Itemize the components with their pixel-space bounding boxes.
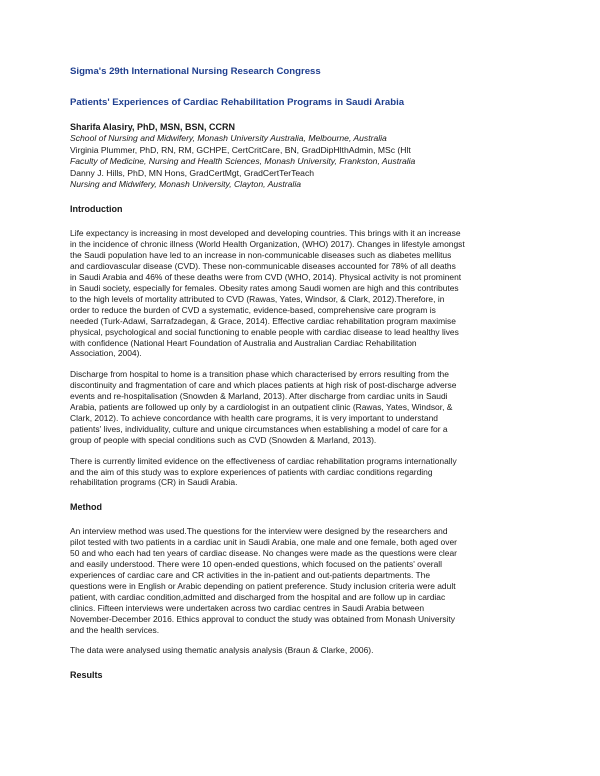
text-line: questions were in English or Arabic depending on patient preference. Study inclusion criteria were adult	[70, 580, 456, 591]
text-line: clinics. Fifteen interviews were undertaken across two cardiac centres in Saudi Arabia between	[70, 602, 425, 613]
introduction-paragraph-1	[70, 228, 532, 359]
author-affiliation: School of Nursing and Midwifery, Monash University Australia, Melbourne, Australia	[70, 133, 387, 144]
author-affiliation: Nursing and Midwifery, Monash University, Clayton, Australia	[70, 179, 302, 190]
text-line: Discharge from hospital to home is a transition phase which characterised by errors resulting from the	[70, 369, 449, 380]
text-line: 50 and who each had ten years of cardiac disease. No changes were made as the questions were clear	[70, 548, 457, 559]
text-line: and the aim of this study was to explore experiences of patients with cardiac conditions regarding	[70, 466, 433, 477]
text-line: discontinuity and fragmentation of care and which places patients at high risk of post-discharge adverse	[70, 380, 457, 391]
author-affiliation: Faculty of Medicine, Nursing and Health Sciences, Monash University, Frankston, Australia	[70, 156, 416, 167]
text-line: in Saudi Arabia and 46% of these deaths were from CVD (WHO, 2014). Physical activity is not prominent	[70, 272, 462, 283]
text-line: experiences of cardiac care and CR activities in the in-patient and out-patients departments. The	[70, 570, 431, 580]
text-line: pilot tested with two patients in a cardiac unit in Saudi Arabia, one male and one female, both aged over	[70, 537, 457, 548]
text-line: group of people with special conditions such as CVD (Snowden & Marland, 2013).	[70, 434, 377, 445]
text-line: rehabilitation programs (CR) in Saudi Arabia.	[70, 477, 238, 488]
text-line: Arabia, patients are followed up only by a cardiologist in an outpatient clinic (Rawas, Yates, Windsor, &	[70, 402, 453, 413]
text-line: Association, 2004).	[70, 348, 142, 359]
text-line: needed (Turk-Adawi, Sarrafzadegan, & Grace, 2014). Effective cardiac rehabilitation program maximise	[70, 315, 456, 326]
paper-title: Patients' Experiences of Cardiac Rehabilitation Programs in Saudi Arabia	[70, 97, 405, 108]
congress-title: Sigma's 29th International Nursing Research Congress	[70, 66, 321, 77]
text-line: the Saudi population have led to an increase in non-communicable diseases such as diabetes mellitus	[70, 250, 452, 261]
text-line: November-December 2016. Ethics approval to conduct the study was obtained from Monash University	[70, 613, 456, 624]
text-line: in Saudi society, especially for females. Obesity rates among Saudi women are high and this contributes	[70, 282, 459, 293]
text-line: with confidence (National Heart Foundation of Australia and Australian Cardiac Rehabilitation	[70, 337, 417, 348]
text-line: Life expectancy is increasing in most developed and developing countries. This brings with it an increase	[70, 228, 461, 239]
text-line: Clark, 2012). To achieve concordance with health care programs, it is very important to understand	[70, 412, 438, 423]
author-block	[70, 122, 532, 190]
section-heading-introduction: Introduction	[70, 204, 123, 215]
section-heading-method: Method	[70, 502, 102, 513]
text-line: events and re-hospitalisation (Snowden & Marland, 2013). After discharge from cardiac units in Saudi	[70, 391, 448, 402]
text-line: order to reduce the burden of CVD a systematic, evidence-based, comprehensive care program is	[70, 304, 436, 315]
text-line: to the high levels of mortality attributed to CVD (Rawas, Yates, Windsor, & Clark, 2012).Therefore, in	[70, 293, 445, 304]
section-heading-results: Results	[70, 670, 103, 681]
text-line: physical, psychological and social functioning to enable people with cardiac disease to lead healthy lives	[70, 326, 459, 337]
text-line: An interview method was used.The questions for the interview were designed by the researchers and	[70, 526, 448, 537]
introduction-paragraph-2	[70, 369, 532, 445]
text-line: and cardiovascular disease (CVD). These non-communicable diseases accounted for 78% of all deaths	[70, 261, 456, 272]
document-page	[70, 66, 532, 694]
text-line: and the health services.	[70, 624, 160, 635]
text-line: patient, with cardiac condition,admitted and discharged from the hospital and are follow up in cardiac	[70, 591, 446, 602]
author-name: Virginia Plummer, PhD, RN, RM, GCHPE, CertCritCare, BN, GradDipHlthAdmin, MSc (Hlt	[70, 144, 411, 155]
author-name: Sharifa Alasiry, PhD, MSN, BSN, CCRN	[70, 122, 236, 132]
text-line: The data were analysed using thematic analysis analysis (Braun & Clarke, 2006).	[70, 645, 374, 656]
method-paragraph-1	[70, 526, 532, 635]
introduction-paragraph-3	[70, 456, 532, 489]
author-name: Danny J. Hills, PhD, MN Hons, GradCertMgt, GradCertTerTeach	[70, 167, 315, 178]
method-paragraph-2	[70, 645, 532, 656]
text-line: in the incidence of chronic illness (World Health Organization, (WHO) 2017). Changes in lifestyle amongst	[70, 239, 465, 250]
text-line: and easily understood. There were 10 open-ended questions, which focused on the patients' overall	[70, 559, 443, 570]
text-line: There is currently limited evidence on the effectiveness of cardiac rehabilitation programs internationally	[70, 455, 457, 466]
text-line: patients' lives, individuality, culture and unique circumstances when establishing a model of care for a	[70, 423, 448, 434]
